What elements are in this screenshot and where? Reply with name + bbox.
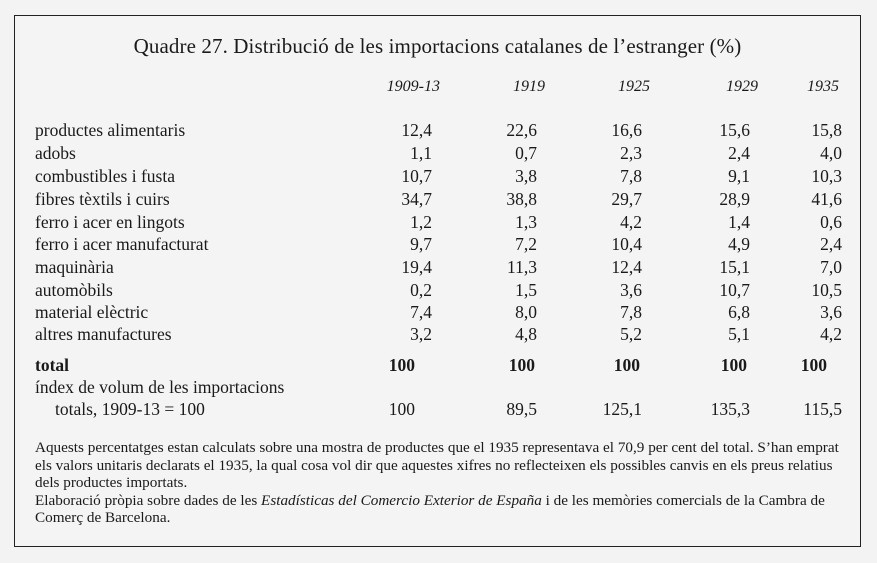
table-row	[15, 234, 860, 256]
note-source-start: Elaboració pròpia sobre dades de les	[35, 491, 262, 509]
year-header: 1919	[513, 78, 545, 95]
table-frame	[14, 15, 861, 547]
total-value: 100	[720, 355, 747, 375]
cell-value: 11,3	[507, 257, 537, 277]
table-title: Quadre 27. Distribució de les importacions catalanes de l’estranger (%)	[133, 34, 742, 58]
cell-value: 7,4	[410, 302, 432, 322]
note-source-end: i de les memòries comercials de la Cambra de Comerç de Barcelona.	[35, 491, 825, 526]
cell-value: 12,4	[611, 257, 642, 277]
cell-value: 38,8	[506, 189, 537, 209]
index-value: 135,3	[710, 399, 750, 419]
index-value: 100	[388, 399, 415, 419]
cell-value: 5,1	[728, 324, 750, 344]
cell-value: 6,8	[728, 302, 750, 322]
row-label: automòbils	[35, 280, 113, 300]
cell-value: 19,4	[401, 257, 432, 277]
note-source-italic: Estadísticas del Comercio Exterior de España	[261, 491, 542, 509]
table-row	[15, 212, 860, 234]
cell-value: 28,9	[719, 189, 750, 209]
cell-value: 2,4	[820, 234, 842, 254]
note-source	[35, 492, 850, 527]
cell-value: 9,7	[410, 234, 432, 254]
cell-value: 7,8	[620, 302, 642, 322]
row-label: maquinària	[35, 257, 114, 277]
year-header: 1935	[807, 78, 839, 95]
year-header: 1909-13	[386, 78, 440, 95]
index-value: 115,5	[803, 399, 842, 419]
cell-value: 4,2	[820, 324, 842, 344]
index-row-label	[15, 377, 860, 399]
cell-value: 8,0	[515, 302, 537, 322]
index-row	[15, 399, 860, 421]
index-label-line2: totals, 1909-13 = 100	[55, 399, 205, 419]
row-label: material elèctric	[35, 302, 149, 322]
cell-value: 0,2	[410, 280, 432, 300]
cell-value: 3,6	[820, 302, 842, 322]
cell-value: 22,6	[506, 120, 537, 140]
cell-value: 0,6	[820, 212, 842, 232]
cell-value: 10,3	[811, 166, 842, 186]
cell-value: 3,6	[620, 280, 642, 300]
table-row	[15, 257, 860, 279]
cell-value: 1,3	[515, 212, 537, 232]
row-label: productes alimentaris	[35, 120, 186, 140]
table-row	[15, 302, 860, 324]
row-label: fibres tèxtils i cuirs	[35, 189, 170, 209]
cell-value: 34,7	[401, 189, 432, 209]
cell-value: 10,7	[401, 166, 432, 186]
cell-value: 16,6	[611, 120, 642, 140]
cell-value: 1,4	[728, 212, 750, 232]
cell-value: 2,4	[728, 143, 750, 163]
note-methodology: Aquests percentatges estan calculats sobre una mostra de productes que el 1935 representava el 70,9 per cent del total. S’han emprat els valors unitaris declarats el 1935, la qual cosa vol dir que aquestes xifres no reflecteixen els possibles canvis en els preus relatius dels productes importats.	[35, 439, 839, 491]
total-value: 100	[613, 355, 640, 375]
table-row	[15, 166, 860, 188]
index-value: 125,1	[602, 399, 642, 419]
cell-value: 4,9	[728, 234, 750, 254]
row-label: ferro i acer manufacturat	[35, 234, 209, 254]
cell-value: 7,0	[820, 257, 842, 277]
row-label: combustibles i fusta	[35, 166, 175, 186]
year-header: 1929	[726, 78, 758, 95]
cell-value: 3,8	[515, 166, 537, 186]
total-value: 100	[800, 355, 827, 375]
cell-value: 4,2	[620, 212, 642, 232]
cell-value: 9,1	[728, 166, 750, 186]
cell-value: 1,5	[515, 280, 537, 300]
cell-value: 15,1	[719, 257, 750, 277]
index-label-line1: índex de volum de les importacions	[35, 377, 285, 397]
cell-value: 29,7	[611, 189, 642, 209]
row-label: altres manufactures	[35, 324, 172, 344]
cell-value: 1,2	[410, 212, 432, 232]
table-row	[15, 189, 860, 211]
row-label: adobs	[35, 143, 76, 163]
cell-value: 0,7	[515, 143, 537, 163]
cell-value: 15,6	[719, 120, 750, 140]
cell-value: 10,4	[611, 234, 642, 254]
cell-value: 5,2	[620, 324, 642, 344]
table-row	[15, 143, 860, 165]
cell-value: 12,4	[401, 120, 432, 140]
table-row	[15, 120, 860, 142]
total-row	[15, 355, 860, 377]
cell-value: 15,8	[811, 120, 842, 140]
cell-value: 10,7	[719, 280, 750, 300]
row-label: ferro i acer en lingots	[35, 212, 185, 232]
table-notes	[35, 439, 850, 527]
cell-value: 3,2	[410, 324, 432, 344]
index-value: 89,5	[506, 399, 537, 419]
table-row	[15, 324, 860, 346]
cell-value: 41,6	[811, 189, 842, 209]
cell-value: 1,1	[410, 143, 432, 163]
cell-value: 10,5	[811, 280, 842, 300]
cell-value: 7,8	[620, 166, 642, 186]
cell-value: 7,2	[515, 234, 537, 254]
cell-value: 2,3	[620, 143, 642, 163]
total-value: 100	[508, 355, 535, 375]
table-row	[15, 280, 860, 302]
cell-value: 4,8	[515, 324, 537, 344]
total-value: 100	[388, 355, 415, 375]
total-label: total	[35, 355, 70, 375]
cell-value: 4,0	[820, 143, 842, 163]
year-header: 1925	[618, 78, 650, 95]
